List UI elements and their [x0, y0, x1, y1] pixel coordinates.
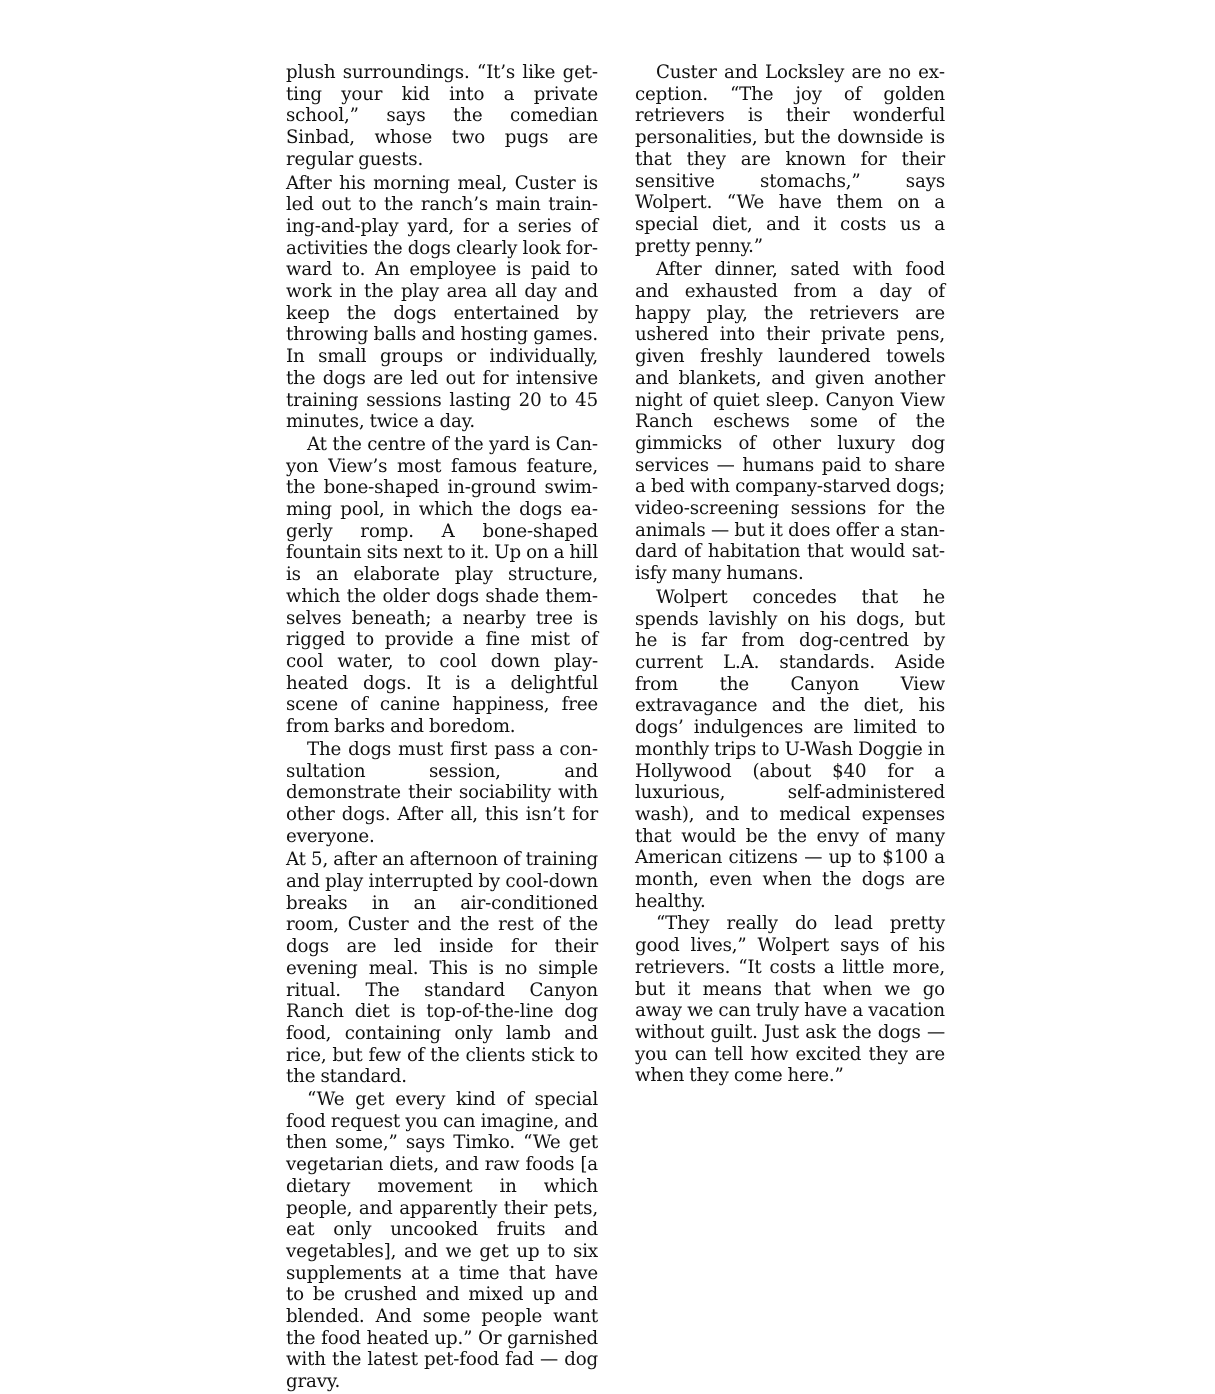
paragraph: Custer and Locksley are no exception. “The joy of golden retrievers is their wonderful personalities, but the downside is that they are known for their sensitive stomachs,” says Wolpert. “We have them on a special diet, and it costs us a pretty penny.”: [635, 62, 945, 257]
paragraph: At the centre of the yard is Canyon View’s most famous feature, the bone-shaped in-ground swimming pool, in which the dogs eagerly romp. A bone-shaped fountain sits next to it. Up on a hill is an elaborate play structure, which the older dogs shade themselves beneath; a nearby tree is rigged to provide a fine mist of cool water, to cool down play-heated dogs. It is a delightful scene of canine happiness, free from barks and boredom.: [286, 433, 598, 738]
paragraph: The dogs must first pass a consultation session, and demonstrate their sociability with other dogs. After all, this isn’t for everyone.: [286, 738, 598, 847]
paragraph: plush surroundings. “It’s like getting your kid into a private school,” says the comedian Sinbad, whose two pugs are regular guests.: [286, 62, 598, 170]
paragraph: After his morning meal, Custer is led out to the ranch’s main training-and-play yard, for a series of activities the dogs clearly look forward to. An employee is paid to work in the play area all day and keep the dogs entertained by throwing balls and hosting games. In small groups or individually, the dogs are led out for intensive training sessions lasting 20 to 45 minutes, twice a day.: [286, 172, 598, 433]
paragraph: “They really do lead pretty good lives,” Wolpert says of his retrievers. “It costs a little more, but it means that when we go away we can truly have a vacation without guilt. Just ask the dogs — you can tell how excited they are when they come here.”: [635, 913, 945, 1087]
paragraph: Wolpert concedes that he spends lavishly on his dogs, but he is far from dog-centred by current L.A. standards. Aside from the Canyon View extravagance and the diet, his dogs’ indulgences are limited to monthly trips to U-Wash Doggie in Hollywood (about $40 for a luxurious, self-administered wash), and to medical expenses that would be the envy of many American citizens — up to $100 a month, even when the dogs are healthy.: [635, 586, 945, 912]
right-column: [635, 62, 945, 1088]
paragraph: After dinner, sated with food and exhausted from a day of happy play, the retrievers are ushered into their private pens, given freshly laundered towels and blankets, and given another night of quiet sleep. Canyon View Ranch eschews some of the gimmicks of other luxury dog services — humans paid to share a bed with company-starved dogs; video-screening sessions for the animals — but it does offer a standard of habitation that would satisfy many humans.: [635, 259, 945, 585]
paragraph: “We get every kind of special food request you can imagine, and then some,” says Timko. “We get vegetarian diets, and raw foods [a dietary movement in which people, and apparently their pets, eat only uncooked fruits and vegetables], and we get up to six supplements at a time that have to be crushed and mixed up and blended. And some people want the food heated up.” Or garnished with the latest pet-food fad — dog gravy.: [286, 1089, 598, 1393]
left-column: [286, 62, 598, 1394]
paragraph: At 5, after an afternoon of training and play interrupted by cool-down breaks in an air-conditioned room, Custer and the rest of the dogs are led inside for their evening meal. This is no simple ritual. The standard Canyon Ranch diet is top-of-the-line dog food, containing only lamb and rice, but few of the clients stick to the standard.: [286, 849, 598, 1088]
